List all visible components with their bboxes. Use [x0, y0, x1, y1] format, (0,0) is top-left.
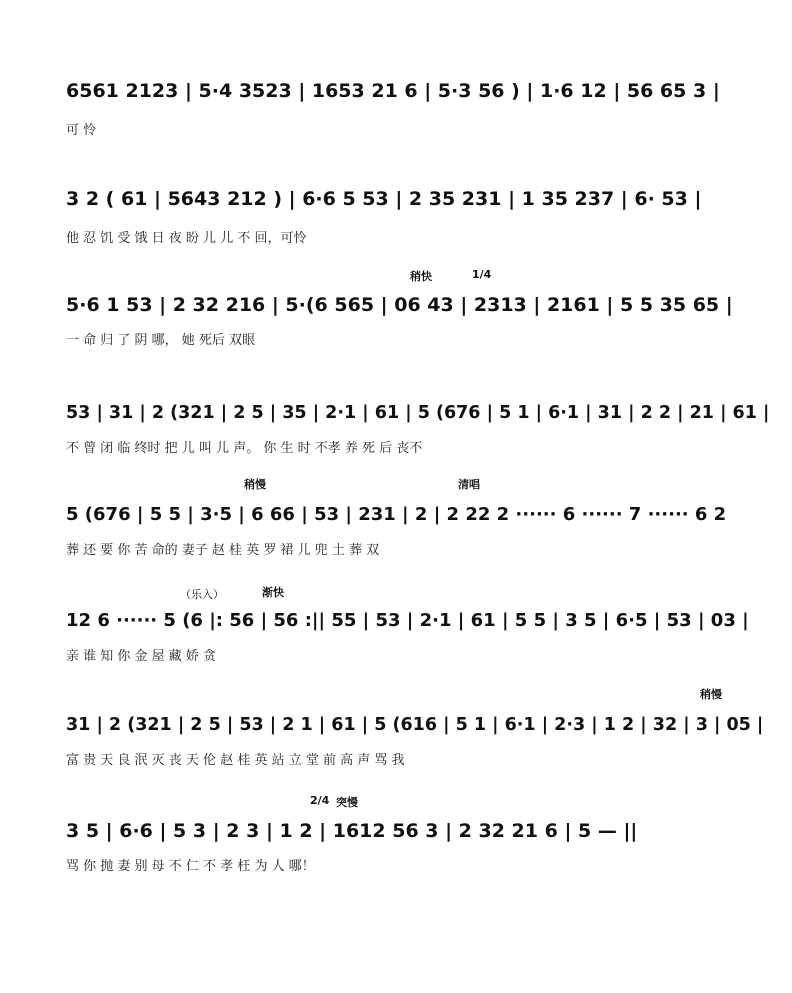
performance-marking: （乐入）	[180, 588, 224, 601]
notation-line: 3 2 ( 61 | 5643 212 ) | 6·6 5 53 | 2 35 231 | 1 35 237 | 6· 53 |	[66, 188, 702, 210]
meter-marking: 2/4	[310, 794, 330, 807]
lyrics-line: 一 命 归 了 阴 哪， 她 死后 双眼	[66, 333, 256, 348]
notation-line: 3 5 | 6·6 | 5 3 | 2 3 | 1 2 | 1612 56 3 | 2 32 21 6 | 5 — ||	[66, 820, 638, 842]
tempo-marking: 稍快	[410, 270, 432, 283]
lyrics-line: 可 怜	[66, 123, 97, 138]
notation-line: 31 | 2 (321 | 2 5 | 53 | 2 1 | 61 | 5 (616 | 5 1 | 6·1 | 2·3 | 1 2 | 32 | 3 | 05 |	[66, 715, 764, 735]
notation-line: 12 6 ······ 5 (6 |: 56 | 56 :|| 55 | 53 | 2·1 | 61 | 5 5 | 3 5 | 6·5 | 53 | 03 |	[66, 610, 749, 631]
meter-marking: 1/4	[472, 268, 492, 281]
tempo-marking: 稍慢	[700, 688, 722, 701]
lyrics-line: 亲 谁 知 你 金 屋 藏 娇 贪	[66, 649, 217, 664]
tempo-marking: 稍慢	[244, 478, 266, 491]
notation-line: 5·6 1 53 | 2 32 216 | 5·(6 565 | 06 43 | 2313 | 2161 | 5 5 35 65 |	[66, 294, 733, 316]
lyrics-line: 他 忍 饥 受 饿 日 夜 盼 儿 儿 不 回，可怜	[66, 231, 307, 246]
lyrics-line: 骂 你 抛 妻 别 母 不 仁 不 孝 枉 为 人 哪！	[66, 859, 315, 874]
notation-line: 53 | 31 | 2 (321 | 2 5 | 35 | 2·1 | 61 | 5 (676 | 5 1 | 6·1 | 31 | 2 2 | 21 | 61 |	[66, 403, 770, 423]
notation-line: 5 (676 | 5 5 | 3·5 | 6 66 | 53 | 231 | 2 | 2 22 2 ······ 6 ······ 7 ······ 6 2	[66, 504, 727, 525]
lyrics-line: 不 曾 闭 临 终时 把 儿 叫 儿 声。 你 生 时 不孝 养 死 后 丧不	[66, 441, 423, 456]
notation-line: 6561 2123 | 5·4 3523 | 1653 21 6 | 5·3 56 ) | 1·6 12 | 56 65 3 |	[66, 80, 720, 102]
performance-marking: 清唱	[458, 478, 480, 491]
lyrics-line: 富 贵 天 良 泯 灭 丧 天 伦 赵 桂 英 站 立 堂 前 高 声 骂 我	[66, 753, 405, 768]
lyrics-line: 葬 还 要 你 苦 命的 妻子 赵 桂 英 罗 裙 儿 兜 土 葬 双	[66, 543, 380, 558]
tempo-marking: 突慢	[336, 796, 358, 809]
score-system-8	[0, 794, 792, 948]
tempo-marking: 渐快	[262, 586, 284, 599]
